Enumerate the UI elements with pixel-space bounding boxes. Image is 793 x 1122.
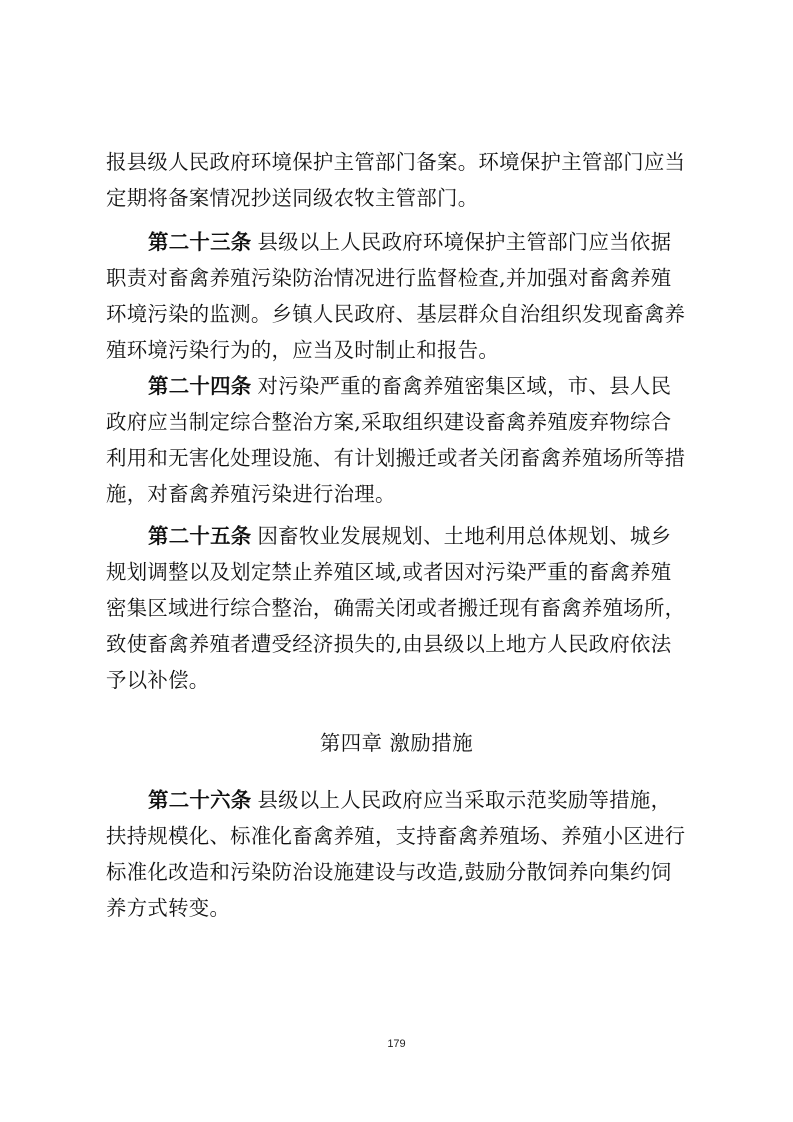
article-first-line	[106, 224, 690, 260]
text-line: 政府应当制定综合整治方案,采取组织建设畜禽养殖废弃物综合	[106, 410, 672, 434]
text-line: 致使畜禽养殖者遭受经济损失的,由县级以上地方人民政府依法	[106, 632, 672, 656]
page-number: 179	[387, 1038, 406, 1050]
text-line: 规划调整以及划定禁止养殖区域,或者因对污染严重的畜禽养殖	[106, 560, 672, 584]
text-line: 施，对畜禽养殖污染进行治理。	[106, 482, 396, 506]
article-first-line	[106, 782, 690, 818]
text-line: 利用和无害化处理设施、有计划搬迁或者关闭畜禽养殖场所等措	[106, 446, 686, 470]
text-line: 密集区域进行综合整治，确需关闭或者搬迁现有畜禽养殖场所，	[106, 596, 686, 620]
text-line: 殖环境污染行为的，应当及时制止和报告。	[106, 338, 500, 362]
text-line: 报县级人民政府环境保护主管部门备案。环境保护主管部门应当	[106, 150, 686, 174]
text-line: 职责对畜禽养殖污染防治情况进行监督检查,并加强对畜禽养殖	[106, 266, 672, 290]
article-first-line	[106, 518, 690, 554]
text-line: 县级以上人民政府应当采取示范奖励等措施，	[257, 788, 672, 812]
article-23	[106, 224, 690, 368]
text-line: 定期将备案情况抄送同级农牧主管部门。	[106, 186, 479, 210]
text-line: 环境污染的监测。乡镇人民政府、基层群众自治组织发现畜禽养	[106, 302, 686, 326]
chapter-heading: 第四章 激励措施	[319, 731, 474, 755]
article-25	[106, 518, 690, 698]
text-line: 标准化改造和污染防治设施建设与改造,鼓励分散饲养向集约饲	[106, 860, 672, 884]
article-26	[106, 782, 690, 926]
article-first-line	[106, 368, 690, 404]
paragraph-continuation	[106, 144, 690, 216]
text-line: 对污染严重的畜禽养殖密集区域，市、县人民	[257, 374, 672, 398]
article-label: 第二十三条	[148, 230, 252, 254]
text-line: 予以补偿。	[106, 668, 210, 692]
article-label: 第二十四条	[148, 374, 252, 398]
article-label: 第二十五条	[148, 524, 252, 548]
text-line: 养方式转变。	[106, 896, 231, 920]
text-line: 县级以上人民政府环境保护主管部门应当依据	[257, 230, 672, 254]
text-line: 扶持规模化、标准化畜禽养殖，支持畜禽养殖场、养殖小区进行	[106, 824, 686, 848]
text-line: 因畜牧业发展规划、土地利用总体规划、城乡	[257, 524, 672, 548]
article-label: 第二十六条	[148, 788, 252, 812]
article-24	[106, 368, 690, 512]
